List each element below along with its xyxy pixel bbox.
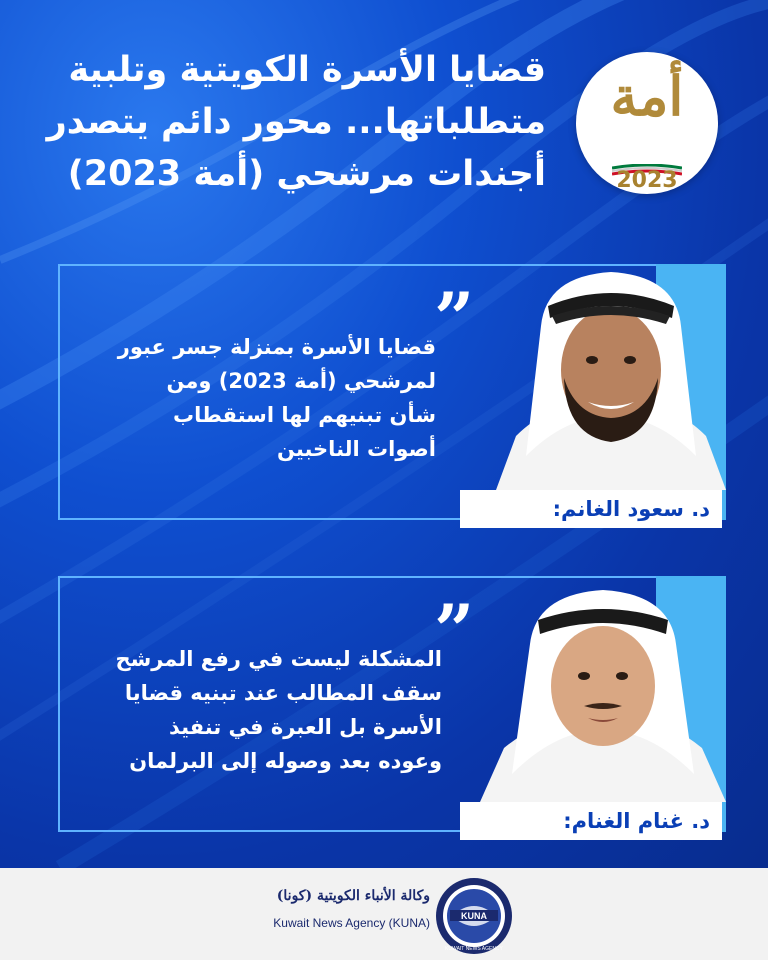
quote-mark-icon: ” bbox=[434, 277, 475, 360]
agency-name-english: Kuwait News Agency (KUNA) bbox=[273, 916, 430, 930]
headline-line-1: قضايا الأسرة الكويتية وتلبية bbox=[68, 50, 546, 90]
umma-2023-logo bbox=[576, 52, 718, 194]
speaker-name-1: د. سعود الغانم: bbox=[460, 490, 722, 528]
headline-line-2: متطلباتها... محور دائم يتصدر bbox=[46, 102, 546, 142]
headline bbox=[26, 44, 546, 200]
quote-text-2 bbox=[96, 642, 442, 778]
portrait-ghannam-alghannam bbox=[480, 588, 726, 802]
quote-1-line-3: شأن تبنيهم لها استقطاب bbox=[173, 403, 436, 427]
kuna-emblem-subtext: KUWAIT NEWS AGENCY bbox=[445, 946, 503, 952]
footer bbox=[0, 868, 768, 960]
quote-text-1 bbox=[96, 330, 436, 466]
quote-2-line-1: المشكلة ليست في رفع المرشح bbox=[115, 647, 442, 671]
kuna-emblem-text: KUNA bbox=[461, 911, 487, 921]
quote-1-line-2: لمرشحي (أمة 2023) ومن bbox=[166, 369, 436, 393]
logo-script: أمة bbox=[610, 64, 684, 128]
agency-name-arabic: وكالة الأنباء الكويتية (كونا) bbox=[276, 888, 430, 904]
headline-line-3: أجندات مرشحي (أمة 2023) bbox=[67, 154, 546, 194]
quote-2-line-2: سقف المطالب عند تبنيه قضايا bbox=[124, 681, 442, 705]
portrait-saud-alghanim bbox=[496, 266, 726, 490]
speaker-name-2: د. غنام الغنام: bbox=[460, 802, 722, 840]
quote-2-line-4: وعوده بعد وصوله إلى البرلمان bbox=[129, 749, 442, 773]
kuna-emblem-icon bbox=[434, 876, 514, 956]
logo-year: 2023 bbox=[616, 168, 678, 193]
quote-2-line-3: الأسرة بل العبرة في تنفيذ bbox=[168, 715, 442, 739]
quote-1-line-1: قضايا الأسرة بمنزلة جسر عبور bbox=[117, 335, 436, 359]
quote-mark-icon: ” bbox=[434, 589, 475, 672]
quote-1-line-4: أصوات الناخبين bbox=[277, 437, 436, 461]
